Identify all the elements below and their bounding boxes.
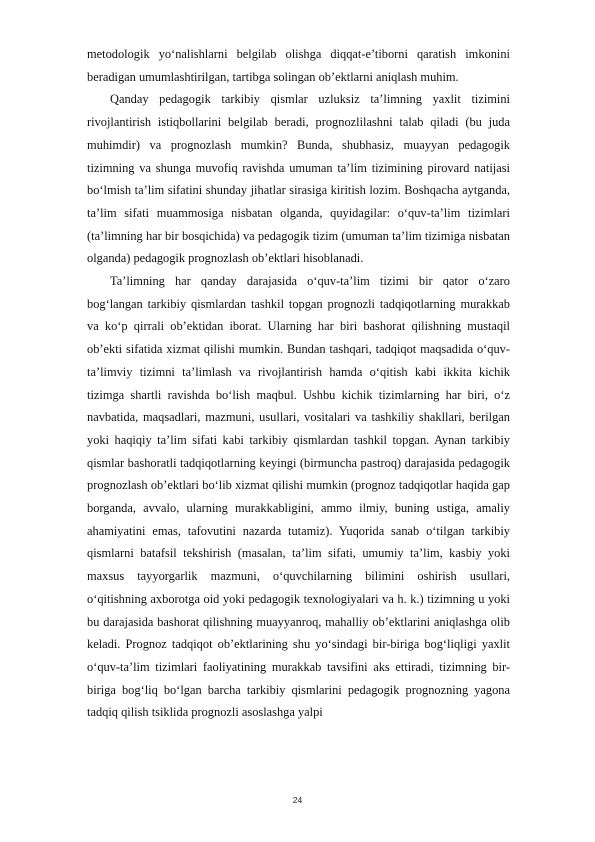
- paragraph: Qanday pedagogik tarkibiy qismlar uzluksiz ta’limning yaxlit tizimini rivojlantirish istiqbollarini belgilab beradi, prognozlilashni talab qiladi (bu juda muhimdir) va prognozlash mumkin? Bunda, shubhasiz, muayyan pedagogik tizimning va shunga muvofiq ravishda umuman ta’lim tizimining pirovard natijasi bo‘lmish ta’lim sifatini shunday jihatlar sirasiga kiritish lozim. Boshqacha aytganda, ta’lim sifati muammosiga nisbatan olganda, quyidagilar: o‘quv-ta’lim tizimlari (ta’limning har bir bosqichida) va pedagogik tizim (umuman ta’lim tizimiga nisbatan olganda) pedagogik prognozlash ob’ektlari hisoblanadi.: [87, 92, 510, 266]
- body-text: [87, 43, 510, 724]
- page-number: 24: [292, 795, 303, 805]
- paragraph-continued: metodologik yo‘nalishlarni belgilab olishga diqqat-e’tiborni qaratish imkonini beradigan umumlashtirilgan, tartibga solingan ob’ektlarni aniqlash muhim.: [87, 47, 510, 84]
- paragraph: Ta’limning har qanday darajasida o‘quv-ta’lim tizimi bir qator o‘zaro bog‘langan tarkibiy qismlardan tashkil topgan prognozli tadqiqotlarning murakkab va ko‘p qirrali ob’ektidan iborat. Ularning har biri bashorat qilishning mustaqil ob’ekti sifatida xizmat qilishi mumkin. Bundan tashqari, tadqiqot maqsadida o‘quv-ta’limviy tizimni ta’limlash va rivojlantirish hamda o‘qitish kabi ikkita kichik tizimga shartli ravishda bo‘lish maqbul. Ushbu kichik tizimlarning har biri, o‘z navbatida, maqsadlari, mazmuni, usullari, vositalari va tashkiliy shakllari, berilgan yoki haqiqiy ta’lim sifati kabi tarkibiy qismlardan tashkil topgan. Aynan tarkibiy qismlar bashoratli tadqiqotlarning keyingi (birmuncha pastroq) darajasida pedagogik prognozlash ob’ektlari bo‘lib xizmat qilishi mumkin (prognoz tadqiqotlar haqida gap borganda, avvalo, ularning murakkabligini, ammo ilmiy, buning ustiga, amaliy ahamiyatini emas, tafovutini nazarda tutamiz). Yuqorida sanab o‘tilgan tarkibiy qismlarni batafsil tekshirish (masalan, ta’lim sifati, umumiy ta’lim, kasbiy yoki maxsus tayyorgarlik mazmuni, o‘quvchilarning bilimini oshirish usullari, o‘qitishning axborotga oid yoki pedagogik texnologiyalari va h. k.) tizimning u yoki bu darajasida bashorat qilishning muayyanroq, mahalliy ob’ektlarini aniqlashga olib keladi. Prognoz tadqiqot ob’ektlarining shu yo‘sindagi bir-biriga bog‘liqligi yaxlit o‘quv-ta’lim tizimlari faoliyatining murakkab tavsifini aks ettiradi, tizimning bir-biriga bog‘liq bo‘lgan barcha tarkibiy qismlarini pedagogik prognozning yagona tadqiq qilish tsiklida prognozli asoslashga yalpi: [87, 274, 510, 720]
